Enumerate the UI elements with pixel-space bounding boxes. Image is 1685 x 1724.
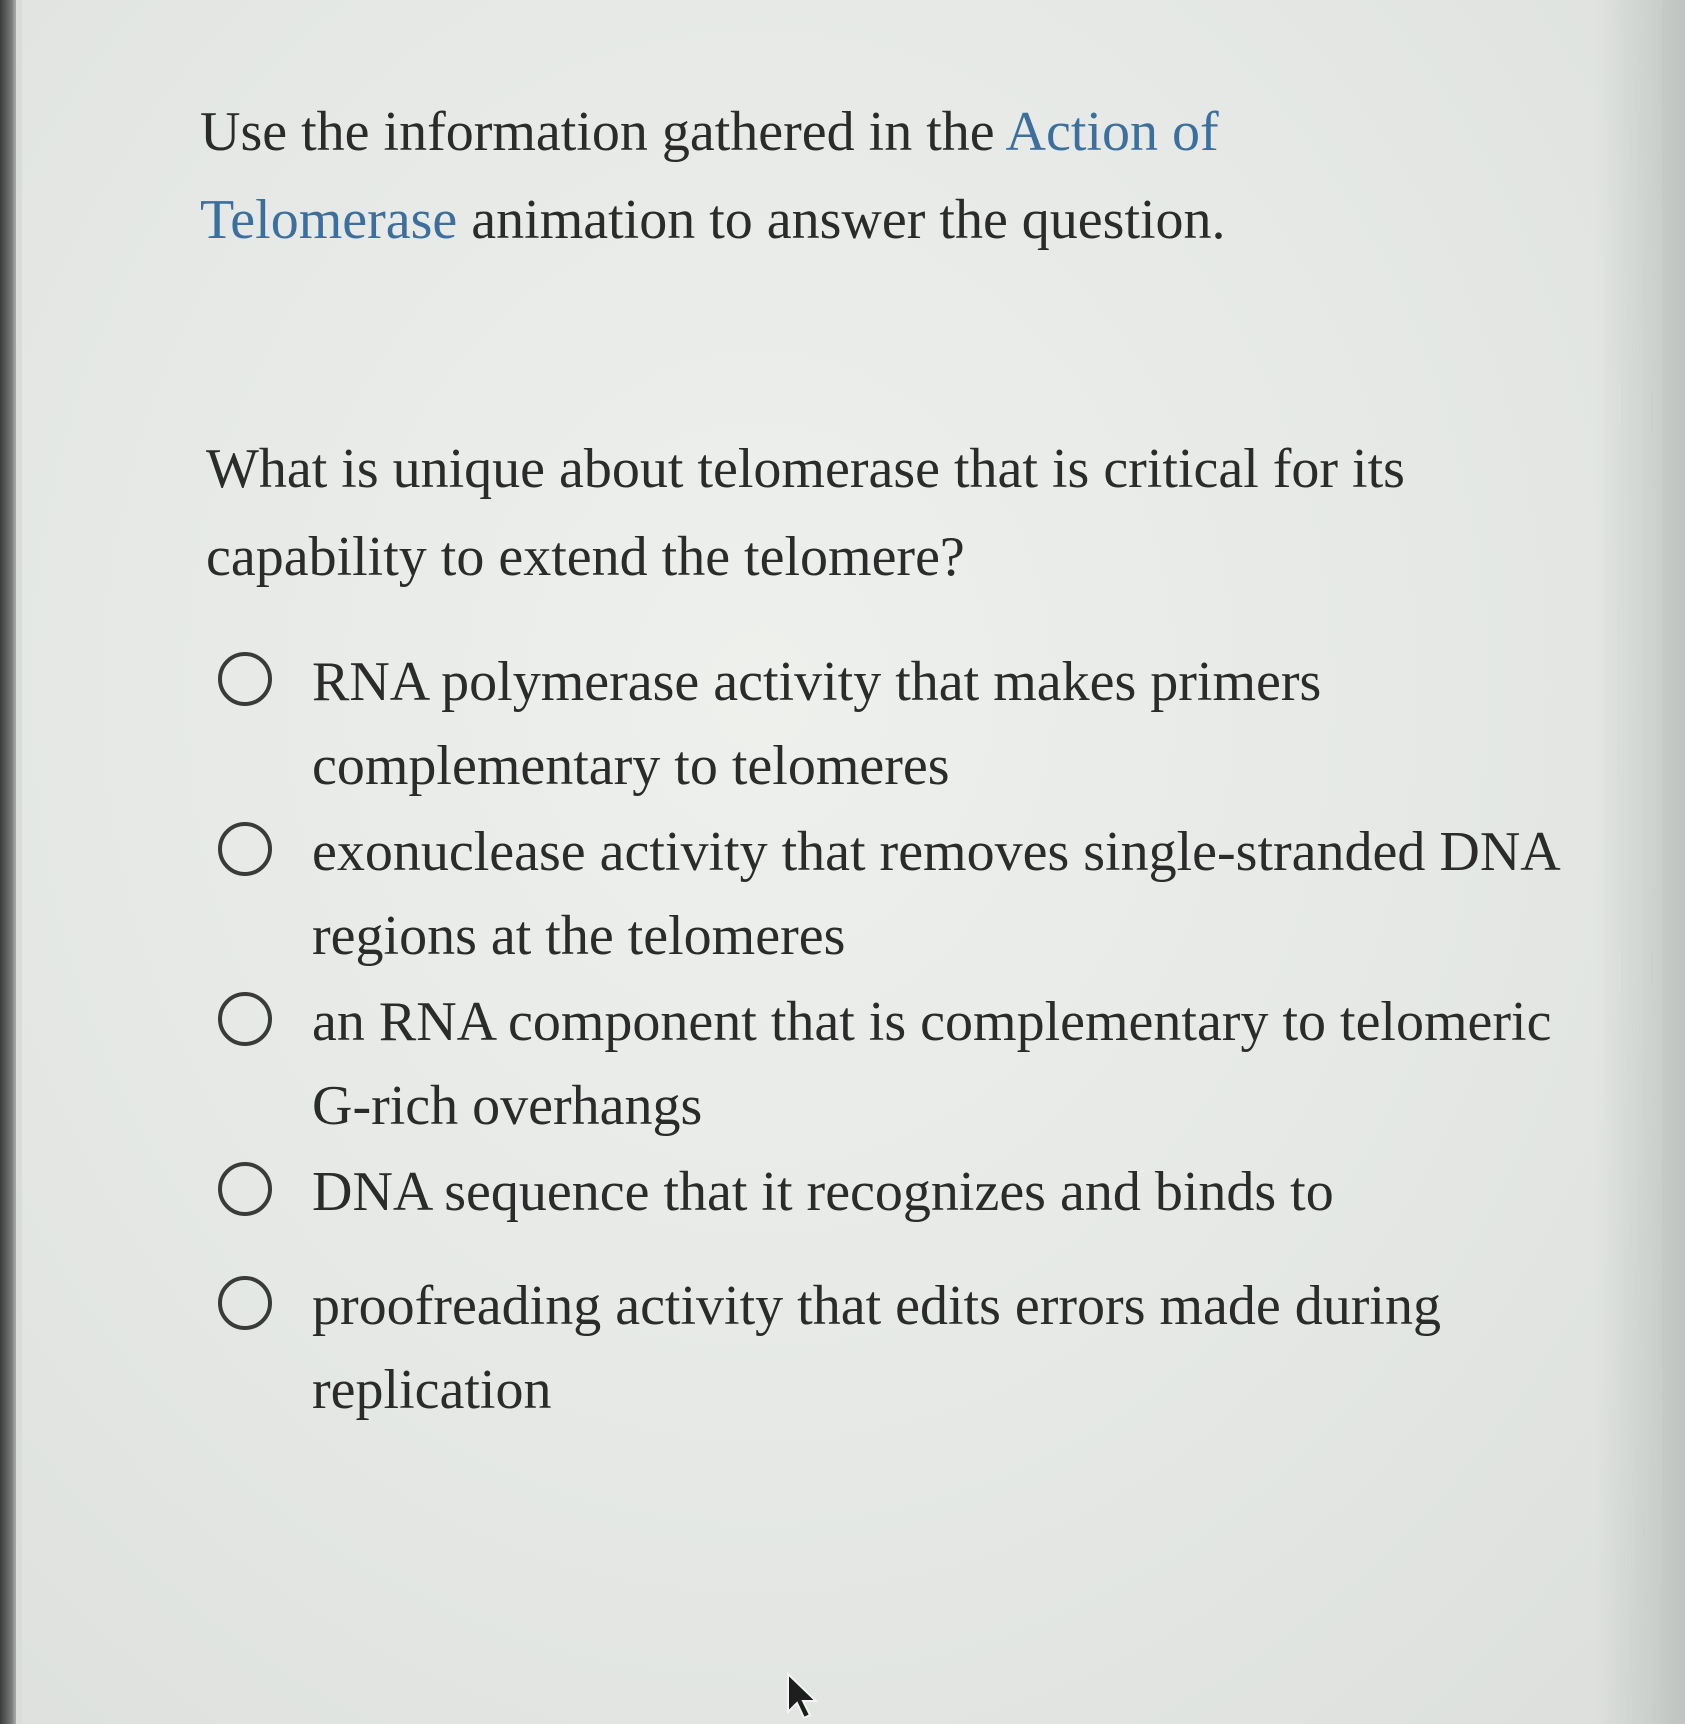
- radio-button-option-1[interactable]: [218, 652, 272, 706]
- question-prompt: What is unique about telomerase that is critical for its capability to extend the telomere?: [206, 438, 1405, 588]
- answer-option[interactable]: [218, 640, 1618, 808]
- radio-button-option-2[interactable]: [218, 822, 272, 876]
- instructions-text-after: animation to answer the question.: [457, 189, 1226, 251]
- answer-option[interactable]: [218, 980, 1618, 1148]
- action-of-telomerase-link[interactable]: Action of Telomerase: [200, 101, 1219, 251]
- question-panel: [22, 0, 1662, 1724]
- instructions-text-before: Use the information gathered in the: [200, 101, 1006, 163]
- answer-option[interactable]: [218, 810, 1618, 978]
- option-label: exonuclease activity that removes single-stranded DNA regions at the telomeres: [312, 821, 1558, 967]
- answer-option[interactable]: [218, 1150, 1618, 1234]
- option-label: an RNA component that is complementary to telomeric G-rich overhangs: [312, 991, 1552, 1137]
- option-label: DNA sequence that it recognizes and binds to: [312, 1161, 1334, 1223]
- option-label: proofreading activity that edits errors made during replication: [312, 1275, 1441, 1421]
- option-label: RNA polymerase activity that makes primers complementary to telomeres: [312, 651, 1322, 797]
- radio-button-option-4[interactable]: [218, 1162, 272, 1216]
- answer-options: [218, 640, 1618, 1434]
- instructions: [200, 88, 1440, 264]
- screen-edge-shade: [1595, 0, 1685, 1724]
- screen-bezel: [0, 0, 16, 1724]
- radio-button-option-3[interactable]: [218, 992, 272, 1046]
- mouse-pointer-icon: [786, 1672, 820, 1720]
- answer-option[interactable]: [218, 1264, 1618, 1432]
- radio-button-option-5[interactable]: [218, 1276, 272, 1330]
